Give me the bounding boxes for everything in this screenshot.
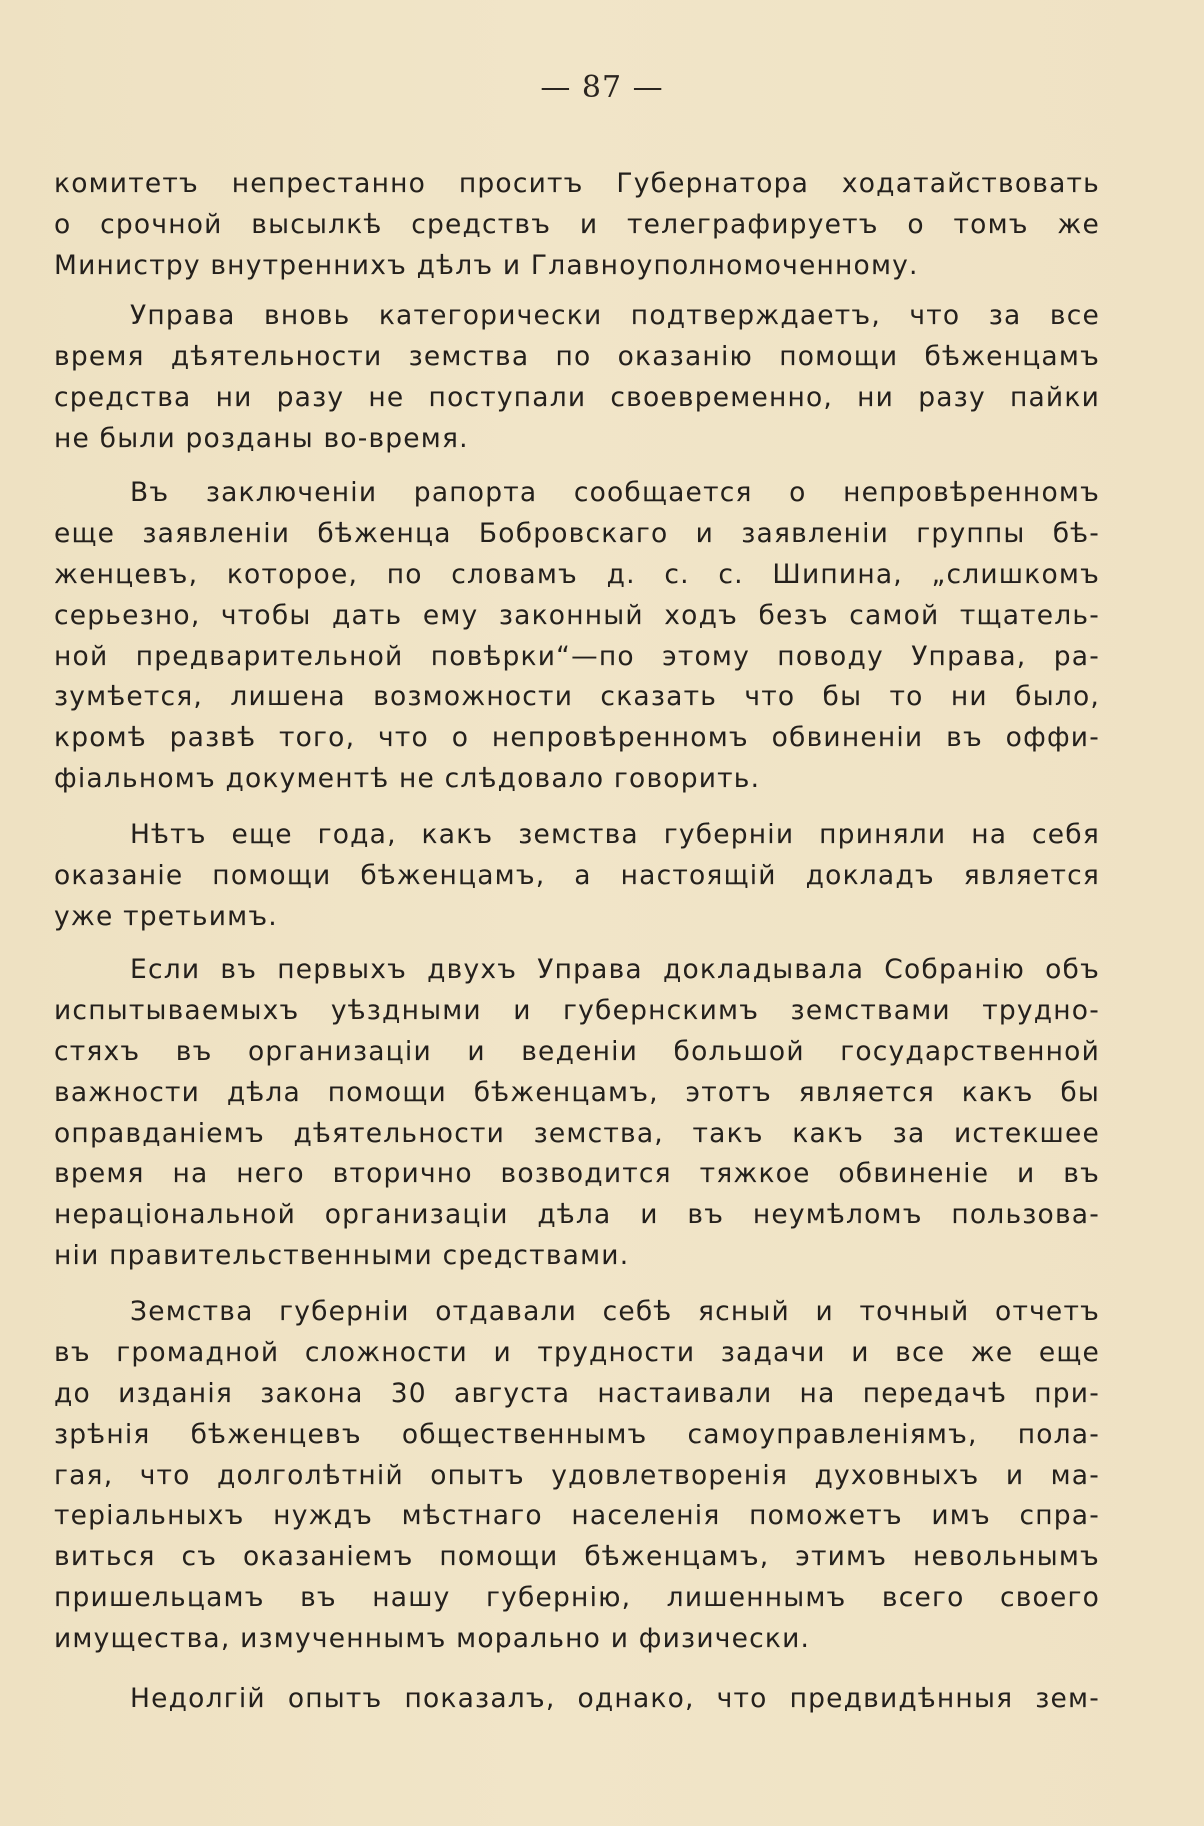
text-line: Недолгій опытъ показалъ, однако, что предвидѣнныя зем- — [130, 1683, 1100, 1714]
text-line: кромѣ развѣ того, что о непровѣренномъ обвиненіи въ оффи- — [54, 722, 1100, 754]
text-line: серьезно, чтобы дать ему законный ходъ безъ самой тщатель- — [54, 599, 1100, 631]
text-line: ной предварительной повѣрки“—по этому поводу Управа, ра- — [54, 640, 1100, 672]
text-line: Министру внутреннихъ дѣлъ и Главноуполномоченному. — [54, 249, 919, 281]
paragraph — [54, 1292, 1100, 1660]
text-line: уже третьимъ. — [54, 900, 278, 932]
page-number: — 87 — — [540, 70, 664, 105]
text-line: нераціональной организаціи дѣла и въ неумѣломъ пользова- — [54, 1199, 1100, 1231]
text-line: зумѣется, лишена возможности сказать что бы то ни было, — [54, 681, 1100, 713]
text-line: время на него вторично возводится тяжкое обвиненіе и въ — [54, 1158, 1100, 1190]
text-line: Управа вновь категорически подтверждаетъ, что за все — [130, 300, 1100, 331]
paragraph — [54, 473, 1100, 800]
text-line: Нѣтъ еще года, какъ земства губерніи приняли на себя — [130, 819, 1100, 850]
text-line: виться съ оказаніемъ помощи бѣженцамъ, этимъ невольнымъ — [54, 1541, 1100, 1573]
text-line: ніи правительственными средствами. — [54, 1240, 630, 1272]
paragraph — [54, 950, 1100, 1277]
text-line: средства ни разу не поступали своевременно, ни разу пайки — [54, 381, 1100, 413]
text-line: Если въ первыхъ двухъ Управа докладывала Собранію объ — [130, 954, 1100, 985]
text-line: теріальныхъ нуждъ мѣстнаго населенія поможетъ имъ спра- — [54, 1500, 1100, 1532]
text-line: фіальномъ документѣ не слѣдовало говорить. — [54, 763, 761, 795]
text-line: еще заявленіи бѣженца Бобровскаго и заявленіи группы бѣ- — [54, 517, 1100, 549]
text-line: важности дѣла помощи бѣженцамъ, этотъ является какъ бы — [54, 1076, 1100, 1108]
text-line: оправданіемъ дѣятельности земства, такъ какъ за истекшее — [54, 1117, 1100, 1149]
text-line: Въ заключеніи рапорта сообщается о непровѣренномъ — [130, 477, 1100, 508]
text-line: до изданія закона 30 августа настаивали на передачѣ при- — [54, 1377, 1100, 1409]
text-line: Земства губерніи отдавали себѣ ясный и точный отчетъ — [130, 1296, 1100, 1327]
text-line: гая, что долголѣтній опытъ удовлетворенія духовныхъ и ма- — [54, 1459, 1100, 1491]
text-line: пришельцамъ въ нашу губернію, лишеннымъ всего своего — [54, 1582, 1100, 1614]
text-line: женцевъ, которое, по словамъ д. с. с. Шипина, „слишкомъ — [54, 558, 1100, 590]
text-line: о срочной высылкѣ средствъ и телеграфируетъ о томъ же — [54, 208, 1100, 240]
text-line: стяхъ въ организаціи и веденіи большой государственной — [54, 1035, 1100, 1067]
text-line: зрѣнія бѣженцевъ общественнымъ самоуправленіямъ, пола- — [54, 1418, 1100, 1450]
text-line: имущества, измученнымъ морально и физически. — [54, 1623, 811, 1655]
text-line: въ громадной сложности и трудности задачи и все же еще — [54, 1336, 1100, 1368]
text-line: не были розданы во-время. — [54, 422, 469, 454]
paragraph — [54, 815, 1100, 938]
paragraph — [54, 164, 1100, 287]
text-line: испытываемыхъ уѣздными и губернскимъ земствами трудно- — [54, 994, 1100, 1026]
paragraph — [54, 1679, 1100, 1720]
paragraph — [54, 296, 1100, 460]
text-line: комитетъ непрестанно проситъ Губернатора ходатайствовать — [54, 168, 1100, 199]
text-line: оказаніе помощи бѣженцамъ, а настоящій докладъ является — [54, 859, 1100, 891]
text-line: время дѣятельности земства по оказанію помощи бѣженцамъ — [54, 340, 1100, 372]
